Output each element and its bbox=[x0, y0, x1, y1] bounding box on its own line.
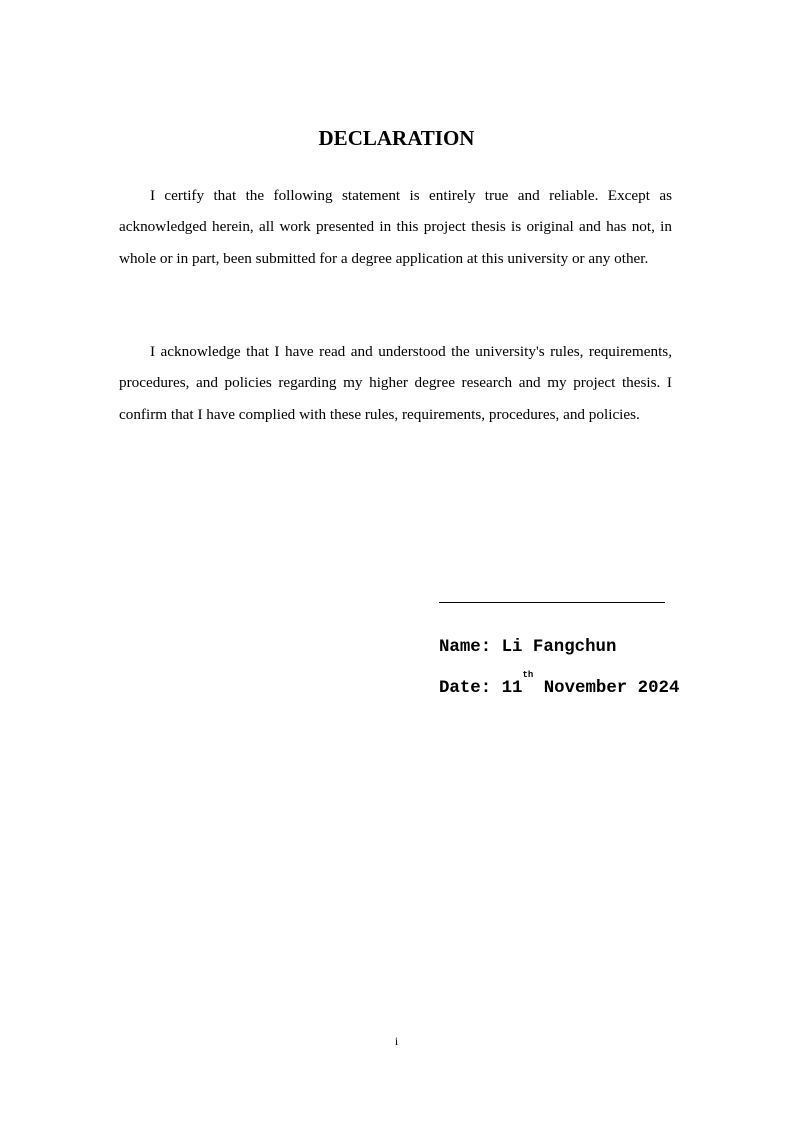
name-value: Li Fangchun bbox=[501, 638, 617, 657]
date-label: Date: bbox=[439, 679, 492, 698]
date-month-year: November 2024 bbox=[543, 679, 680, 698]
date-day: 11 bbox=[501, 679, 523, 698]
signature-date bbox=[439, 670, 680, 700]
certification-paragraph: I certify that the following statement is entirely true and reliable. Except as acknowledged herein, all work presented in this project thesis is original and has not, in whole or in part, been submitted for a degree application at this university or any other. bbox=[119, 187, 672, 267]
date-ordinal-suffix: th bbox=[522, 670, 534, 680]
page-title: DECLARATION bbox=[318, 126, 475, 150]
signatory-name bbox=[439, 637, 616, 659]
page-number: i bbox=[394, 1034, 399, 1048]
signature-line bbox=[439, 602, 665, 603]
name-label: Name: bbox=[439, 638, 492, 657]
acknowledgement-paragraph: I acknowledge that I have read and understood the university's rules, requirements, procedures, and policies regarding my higher degree research and my project thesis. I confirm that I have complied with these rules, requirements, procedures, and policies. bbox=[119, 343, 672, 423]
